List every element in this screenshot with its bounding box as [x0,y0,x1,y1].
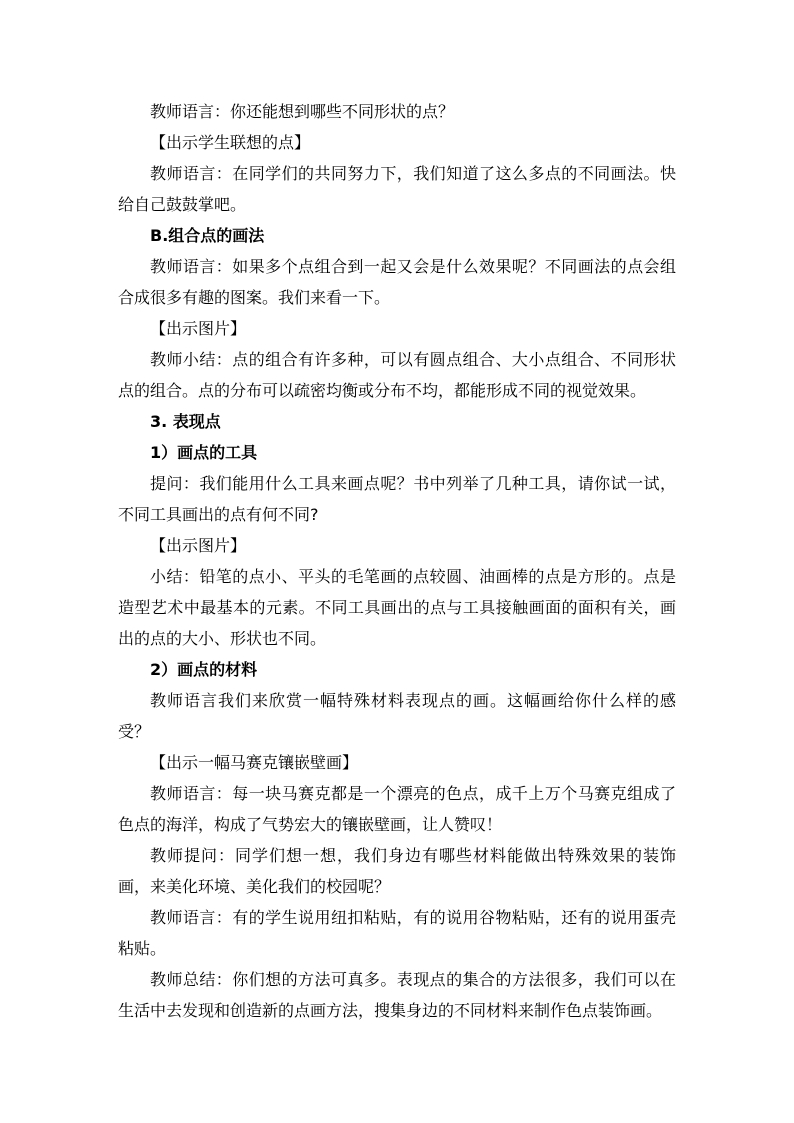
paragraph-5: 教师语言：如果多个点组合到一起又会是什么效果呢？不同画法的点会组合成很多有趣的图案。我们来看一下。 [118,257,676,307]
paragraph-12: 小结：铅笔的点小、平头的毛笔画的点较圆、油画棒的点是方形的。点是造型艺术中最基本的元素。不同工具画出的点与工具接触画面的面积有关，画出的点的大小、形状也不同。 [118,567,676,648]
paragraph-2: 【出示学生联想的点】 [150,133,311,152]
paragraph-11: 【出示图片】 [150,536,247,555]
paragraph-6: 【出示图片】 [150,319,247,338]
paragraph-3: 教师语言：在同学们的共同努力下，我们知道了这么多点的不同画法。快给自己鼓鼓掌吧。 [118,164,676,214]
document-body [118,96,676,1026]
paragraph-19: 教师总结：你们想的方法可真多。表现点的集合的方法很多，我们可以在生活中去发现和创造新的点画方法，搜集身边的不同材料来制作色点装饰画。 [118,970,676,1020]
paragraph-16: 教师语言：每一块马赛克都是一个漂亮的色点，成千上万个马赛克组成了色点的海洋，构成了气势宏大的镶嵌壁画，让人赞叹！ [118,784,676,834]
paragraph-7: 教师小结：点的组合有许多种，可以有圆点组合、大小点组合、不同形状点的组合。点的分布可以疏密均衡或分布不均，都能形成不同的视觉效果。 [118,350,676,400]
section-heading-b: B.组合点的画法 [150,226,265,245]
paragraph-15: 【出示一幅马赛克镶嵌壁画】 [150,753,359,772]
subsection-heading-1: 1）画点的工具 [150,443,258,462]
paragraph-1: 教师语言：你还能想到哪些不同形状的点？ [150,102,455,121]
paragraph-10: 提问：我们能用什么工具来画点呢？书中列举了几种工具，请你试一试，不同工具画出的点有何不同? [118,474,676,524]
subsection-heading-2: 2）画点的材料 [150,660,258,679]
paragraph-17: 教师提问：同学们想一想，我们身边有哪些材料能做出特殊效果的装饰画，来美化环境、美化我们的校园呢？ [118,846,676,896]
paragraph-18: 教师语言：有的学生说用纽扣粘贴，有的说用谷物粘贴，还有的说用蛋壳粘贴。 [118,908,676,958]
paragraph-14: 教师语言我们来欣赏一幅特殊材料表现点的画。这幅画给你什么样的感受？ [118,691,676,741]
section-heading-3: 3. 表现点 [150,412,221,431]
